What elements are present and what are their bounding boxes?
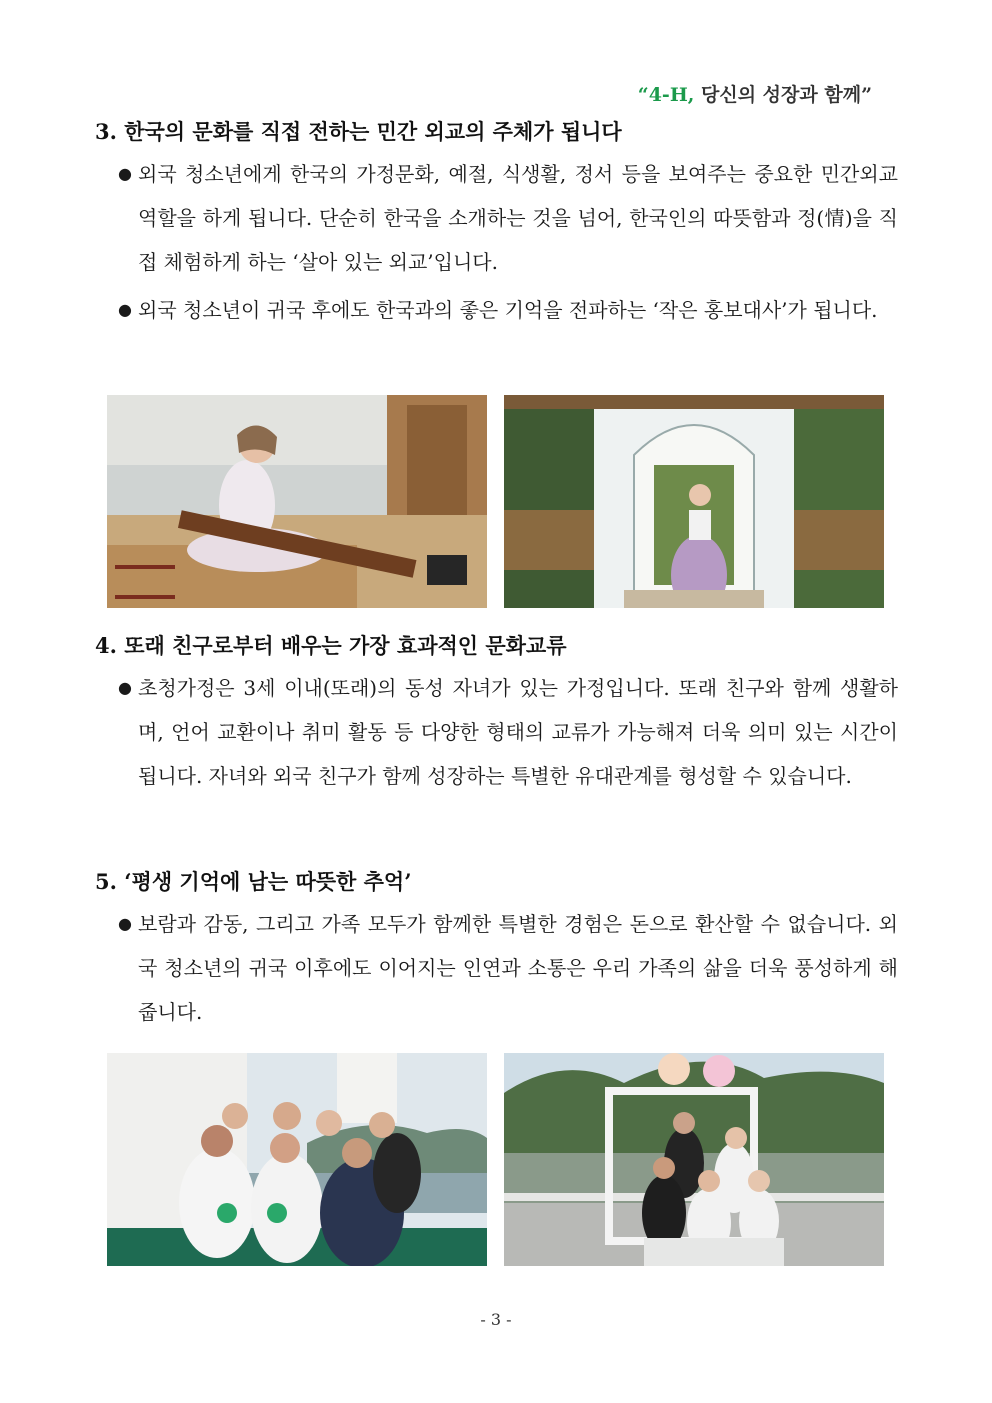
photo-hanbok-greenhouse [504, 395, 884, 608]
bullet-text: 초청가정은 3세 이내(또래)의 동성 자녀가 있는 가정입니다. 또래 친구와 함께 생활하며, 언어 교환이나 취미 활동 등 다양한 형태의 교류가 가능해져 더욱 의미 있는 시간이 됩니다. 자녀와 외국 친구가 함께 성장하는 특별한 유대관계를 형성할 수 있습니다. [138, 676, 898, 788]
section-5-title: 5. ‘평생 기억에 남는 따뜻한 추억’ [95, 869, 412, 894]
photo-group-lake-frame [504, 1053, 884, 1266]
section-3-title: 3. 한국의 문화를 직접 전하는 민간 외교의 주체가 됩니다 [95, 119, 622, 144]
section-4-bullet-1 [118, 666, 898, 798]
bullet-dot: ● [118, 300, 132, 319]
bullet-dot: ● [118, 164, 132, 183]
bullet-text: 외국 청소년이 귀국 후에도 한국과의 좋은 기억을 전파하는 ‘작은 홍보대사’가 됩니다. [138, 298, 878, 322]
section-3-bullet-2 [118, 288, 898, 332]
section-4-title: 4. 또래 친구로부터 배우는 가장 효과적인 문화교류 [95, 633, 567, 658]
header-highlight: “4-H, [637, 84, 695, 106]
bullet-text: 외국 청소년에게 한국의 가정문화, 예절, 식생활, 정서 등을 보여주는 중요한 민간외교 역할을 하게 됩니다. 단순히 한국을 소개하는 것을 넘어, 한국인의 따뜻함과 정(情)을 직접 체험하게 하는 ‘살아 있는 외교’입니다. [138, 162, 898, 274]
page-number: - 3 - [480, 1310, 512, 1329]
running-header [638, 80, 872, 107]
bullet-text: 보람과 감동, 그리고 가족 모두가 함께한 특별한 경험은 돈으로 환산할 수 없습니다. 외국 청소년의 귀국 이후에도 이어지는 인연과 소통은 우리 가족의 삶을 더욱 풍성하게 해줍니다. [138, 912, 898, 1024]
photo-group-boat [107, 1053, 487, 1266]
photo-gayageum-girl [107, 395, 487, 608]
bullet-dot: ● [118, 678, 132, 697]
bullet-dot: ● [118, 914, 132, 933]
section-5-bullet-1 [118, 902, 898, 1034]
header-rest: 당신의 성장과 함께” [694, 84, 872, 106]
section-3-bullet-1 [118, 152, 898, 284]
